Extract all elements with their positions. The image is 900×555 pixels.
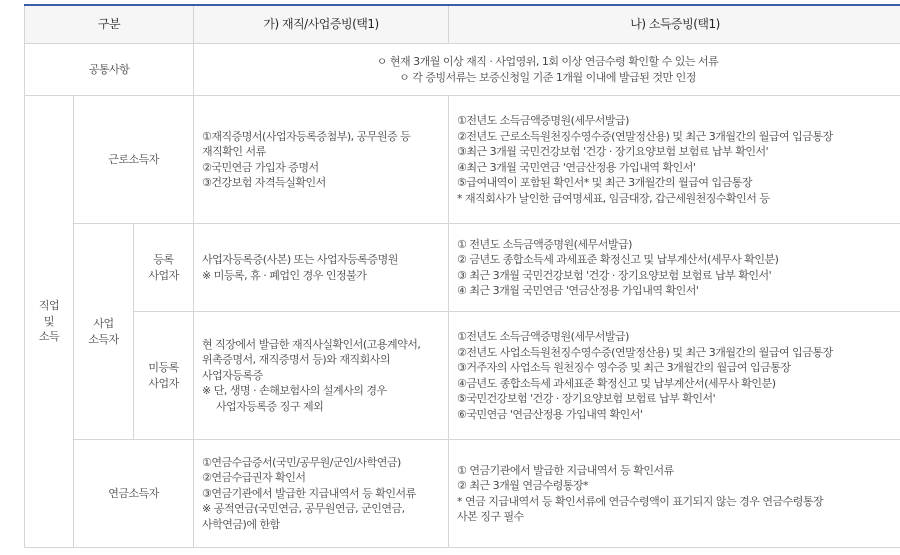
eligibility-table — [24, 4, 900, 548]
pension-proof-a: ①연금수급증서(국민/공무원/군인/사학연금) ②연금수급권자 확인서 ③연금기관에서 발급한 지급내역서 등 확인서류 ※ 공적연금(국민연금, 공무원연금, 군인연금, 사학연금)에 한함 — [194, 440, 449, 548]
unregistered-proof-a: 현 직장에서 발급한 재직사실확인서(고용계약서, 위촉증명서, 재직증명서 등)와 재직회사의 사업자등록증 ※ 단, 생명 · 손해보험사의 설계사의 경우 사업자등록증 징구 제외 — [194, 312, 449, 440]
pension-label: 연금소득자 — [74, 440, 194, 548]
registered-business-label: 등록 사업자 — [134, 224, 194, 312]
employee-proof-b: ①전년도 소득금액증명원(세무서발급) ②전년도 근로소득원천징수영수증(연말정산용) 및 최근 3개월간의 월급여 입금통장 ③최근 3개월 국민건강보험 '건강 · 장기요양보험 보험료 납부 확인서' ④최근 3개월 국민연금 '연금산정용 가입내역 확인서' ⑤급여내역이 포함된 확인서* 및 최근 3개월간의 월급여 입금통장 * 재직회사가 날인한 급여명세표, 임금대장, 갑근세원천징수확인서 등 — [449, 96, 900, 224]
pension-proof-b: ① 연금기관에서 발급한 지급내역서 등 확인서류 ② 최근 3개월 연금수령통장* * 연금 지급내역서 등 확인서류에 연금수령액이 표기되지 않는 경우 연금수령통장 사본 징구 필수 — [449, 440, 900, 548]
common-content — [194, 44, 900, 96]
unregistered-proof-b: ①전년도 소득금액증명원(세무서발급) ②전년도 사업소득원천징수영수증(연말정산용) 및 최근 3개월간의 월급여 입금통장 ③거주자의 사업소득 원천징수 영수증 및 최근 3개월간의 월급여 입금통장 ④금년도 종합소득세 과세표준 확정신고 및 납부계산서(세무사 확인분) ⑤국민건강보험 '건강 · 장기요양보험 보험료 납부 확인서' ⑥국민연금 '연금산정용 가입내역 확인서' — [449, 312, 900, 440]
header-column-a: 가) 재직/사업증빙(택1) — [194, 5, 449, 44]
employee-label: 근로소득자 — [74, 96, 194, 224]
common-row — [25, 44, 900, 96]
header-row — [25, 5, 900, 44]
common-line: ㅇ 현재 3개월 이상 재직 · 사업영위, 1회 이상 연금수령 확인할 수 있는 서류 — [376, 55, 719, 68]
employee-proof-a: ①재직증명서(사업자등록증첨부), 공무원증 등 재직확인 서류 ②국민연금 가입자 증명서 ③건강보험 자격득실확인서 — [194, 96, 449, 224]
header-column-b: 나) 소득증빙(택1) — [449, 5, 900, 44]
unregistered-business-row — [25, 312, 900, 440]
registered-proof-b: ① 전년도 소득금액증명원(세무서발급) ② 금년도 종합소득세 과세표준 확정신고 및 납부계산서(세무사 확인분) ③ 최근 3개월 국민건강보험 '건강 · 장기요양보험 보험료 납부 확인서' ④ 최근 3개월 국민연금 '연금산정용 가입내역 확인서' — [449, 224, 900, 312]
business-label: 사업 소득자 — [74, 224, 134, 440]
common-line: ㅇ 각 증빙서류는 보증신청일 기준 1개월 이내에 발급된 것만 인정 — [399, 70, 696, 84]
common-label: 공통사항 — [25, 44, 194, 96]
header-category: 구분 — [25, 5, 194, 44]
section-label-job-income: 직업 및 소득 — [25, 96, 74, 548]
pension-row — [25, 440, 900, 548]
employee-row — [25, 96, 900, 224]
registered-proof-a: 사업자등록증(사본) 또는 사업자등록증명원 ※ 미등록, 휴 · 폐업인 경우 인정불가 — [194, 224, 449, 312]
registered-business-row — [25, 224, 900, 312]
unregistered-business-label: 미등록 사업자 — [134, 312, 194, 440]
